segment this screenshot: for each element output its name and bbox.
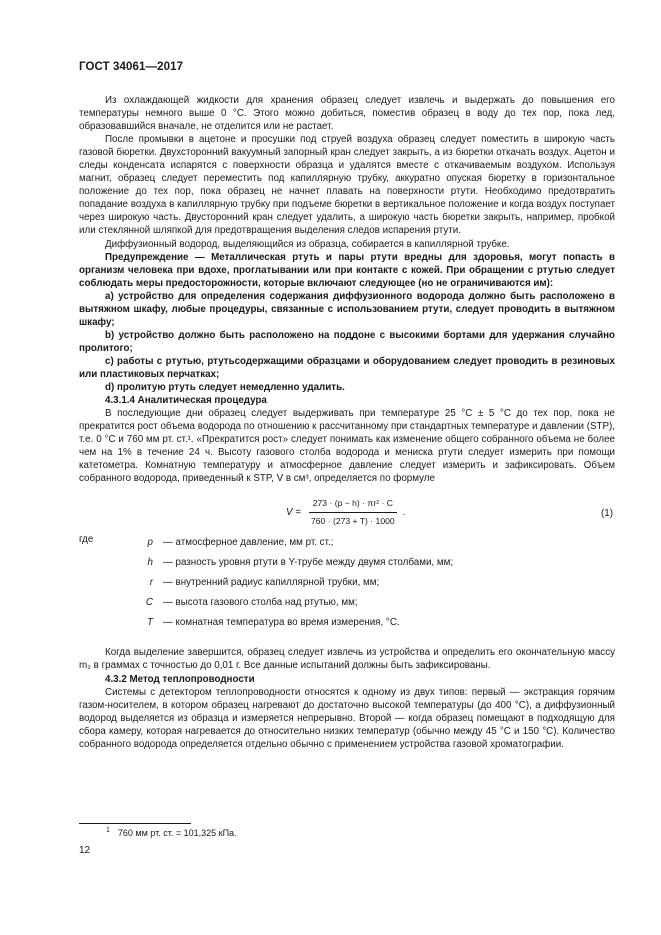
legend-symbol: r xyxy=(149,577,153,589)
warning-item-c: с) работы с ртутью, ртутьсодержащими образцами и оборудованием следует проводить в резиновых или пластиковых перчатках; xyxy=(79,355,615,380)
paragraph: Когда выделение завершится, образец следует извлечь из устройства и определить его окончательную массу m₂ в граммах с точностью до 0,01 г. Все данные испытаний должны быть зафиксированы. xyxy=(79,647,615,672)
formula-lhs: V = xyxy=(286,507,301,519)
legend-symbol: p xyxy=(147,537,153,549)
paragraph: В последующие дни образец следует выдерживать при температуре 25 °С ± 5 °С до тех пор, пока не прекратится рост объема водорода по отношению к рассчитанному при стандартных температуре и давлении (STP), т.е. 0 °С и 760 мм рт. ст.¹. «Прекратится рост» следует понимать как изменение общего собранного объема не более чем на 1% в течение 24 ч. Высоту газового столба водорода и мениска ртути следует измерить при помощи катетометра. Комнатную температуру и атмосферное давление следует измерить и зафиксировать. Объем собранного водорода, приведенный к STP, V в см³, определяется по формуле xyxy=(79,408,615,485)
paragraph: Диффузионный водород, выделяющийся из образца, собирается в капиллярной трубке. xyxy=(105,238,510,250)
document-header: ГОСТ 34061—2017 xyxy=(79,61,184,73)
formula-fraction xyxy=(307,497,399,528)
legend-row xyxy=(79,593,615,613)
where-label: где xyxy=(79,534,94,546)
body-text xyxy=(79,94,615,751)
formula-numerator: 273 · (p − h) · πr² · C xyxy=(309,497,397,513)
footnote xyxy=(106,828,237,838)
footnote-divider xyxy=(79,823,191,824)
legend-description: — высота газового столба над ртутью, мм; xyxy=(163,597,358,609)
section-heading: 4.3.1.4 Аналитическая процедура xyxy=(105,395,267,407)
formula-denominator: 760 · (273 + T) · 1000 xyxy=(310,516,395,527)
section-heading: 4.3.2 Метод теплопроводности xyxy=(105,673,255,685)
legend-row xyxy=(79,573,615,593)
formula xyxy=(286,497,405,528)
legend-description: — разность уровня ртути в Y-трубе между двумя столбами, мм; xyxy=(163,557,454,569)
formula-tail: . xyxy=(402,507,406,519)
legend-symbol: C xyxy=(145,597,153,609)
variable-legend xyxy=(79,533,615,633)
paragraph: После промывки в ацетоне и просушки под струей воздуха образец следует поместить в широкую часть газовой бюретки. Двухсторонний вакуумный запорный кран следует закрыть, а из бюретки откачать воздух. Ацетон и следы конденсата испарятся с поверхности образца и удалятся вместе с откачиваемым воздухом. Используя магнит, образец следует переместить под капиллярную трубку, аккуратно опуская бюретку в горизонтальное положение до тех пор, пока образец не начнет плавать на поверхности ртути. Необходимо предотвратить попадание воздуха в капиллярную трубку при подъеме бюретки в вертикальное положение и когда воздух поступает через широкую часть. Двусторонний кран следует удалить, а широкую часть бюретки закрыть, например, пробкой или стеклянной шляпкой для предотвращения выделения следов испарения ртути. xyxy=(79,134,615,237)
formula-block xyxy=(79,491,615,531)
warning-item-a: а) устройство для определения содержания диффузионного водорода должно быть расположено в вытяжном шкафу, любые процедуры, связанные с использованием ртути, следует проводить в вытяжном шкафу; xyxy=(79,290,615,328)
equation-number: (1) xyxy=(601,508,613,520)
legend-row xyxy=(79,533,615,553)
footnote-text: 760 мм рт. ст. = 101,325 кПа. xyxy=(117,828,237,838)
paragraph: Из охлаждающей жидкости для хранения образец следует извлечь и выдержать до повышения его температуры немного выше 0 °С. Этого можно добиться, поместив образец в воду до тех пор, пока лед, образовавшийся вначале, не отделится или не растает. xyxy=(79,95,615,133)
legend-symbol: h xyxy=(147,557,153,569)
legend-row xyxy=(79,553,615,573)
warning-paragraph: Предупреждение — Металлическая ртуть и пары ртути вредны для здоровья, могут попасть в организм человека при вдохе, проглатывании или при контакте с кожей. При обращении с ртутью следует соблюдать меры предосторожности, которые включают следующее (но не ограничиваются им): xyxy=(79,251,615,289)
page-number: 12 xyxy=(79,845,91,856)
warning-item-b: b) устройство должно быть расположено на поддоне с высокими бортами для удержания случайно пролитого; xyxy=(79,329,615,354)
legend-description: — атмосферное давление, мм рт. ст.; xyxy=(163,537,334,549)
footnote-mark: 1 xyxy=(106,827,110,834)
legend-description: — внутренний радиус капиллярной трубки, мм; xyxy=(163,577,380,589)
warning-item-d: d) пролитую ртуть следует немедленно удалить. xyxy=(105,382,345,394)
legend-row xyxy=(79,613,615,633)
legend-description: — комнатная температура во время измерения, °С. xyxy=(163,617,400,629)
paragraph: Системы с детектором теплопроводности относятся к одному из двух типов: первый — экстракция горячим газом-носителем, в котором образец нагревают до достаточно высокой температуры (до 400 °С), а диффузионный водород выделяется из образца и измеряется непрерывно. Второй — когда образец помещают в подходящую для сбора камеру, которая нагревается до относительно низких температур (обычно между 45 °С и 150 °С). Количество собранного водорода определяется отдельно обычно с применением устройства газовой хроматографии. xyxy=(79,686,615,750)
legend-symbol: T xyxy=(147,617,153,629)
